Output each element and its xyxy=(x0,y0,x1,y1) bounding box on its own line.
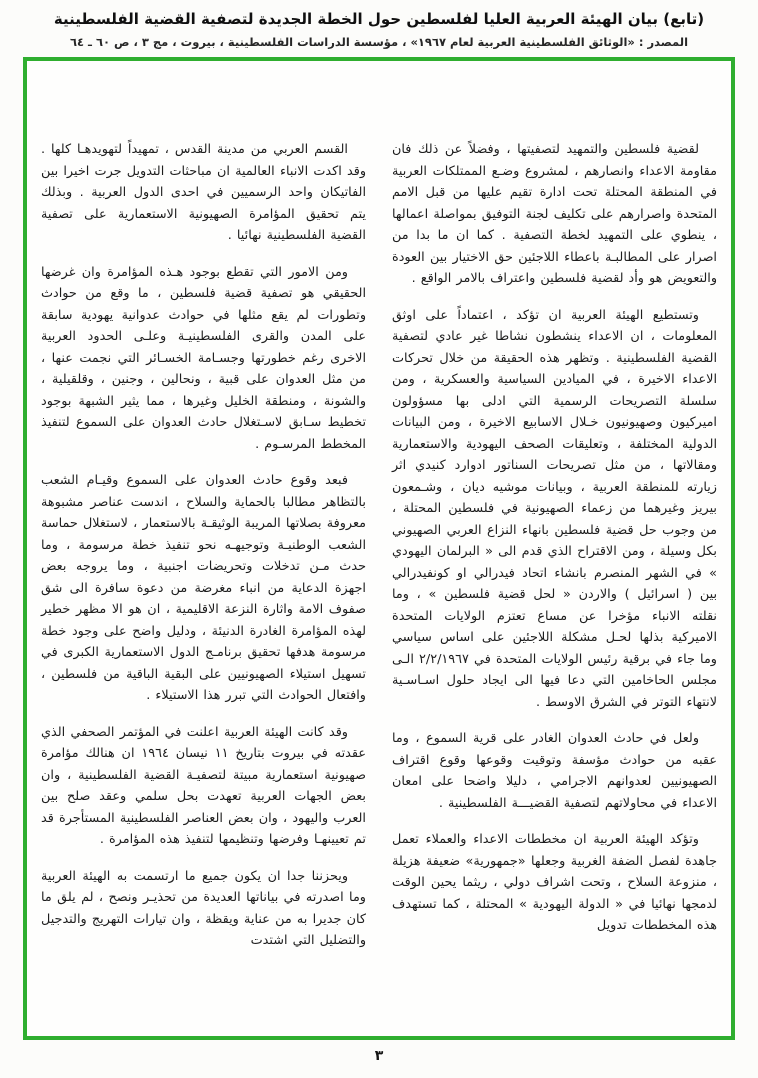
left-column xyxy=(41,139,366,967)
source-line: المصدر : «الوثائق الفلسطينية العربية لعام ١٩٦٧» ، مؤسسة الدراسات الفلسطينية ، بيروت ، مج ٣ ، ص ٦٠ ـ ٦٤ xyxy=(69,35,689,49)
paragraph: وتؤكد الهيئة العربية ان مخططات الاعداء والعملاء تعمل جاهدة لفصل الضفة الغربية وجعلها «جمهورية» ضعيفة هزيلة ، منزوعة السلاح ، وتحت اشراف دولي ، ريثما يحين الوقت لدمجها نهائيا في « الدولة اليهودية » المحتلة ، كما تستهدف هذه المخططات تدويل xyxy=(392,832,717,933)
page-title: (تابع) بيان الهيئة العربية العليا لفلسطين حول الخطة الجديدة لتصفية القضية الفلسطينية xyxy=(53,10,705,28)
two-column-layout xyxy=(27,61,731,985)
page-number: ٣ xyxy=(374,1048,384,1064)
paragraph: وتستطيع الهيئة العربية ان تؤكد ، اعتماداً على اوثق المعلومات ، ان الاعداء ينشطون نشاطا غير عادي لتصفية القضية الفلسطينية . وتظهر هذه الحقيقة من خلال تحركات الاعداء الاخيرة ، في الميادين السياسية والعسكرية ، ومن سلسلة التصريحات الرسمية التي ادلى بها مسؤولون اميركيون وصهيونيون خـلال الاسابيع الاخيرة ، ومن البيانات الدولية المختلفة ، وتعليقات الصحف اليهودية والاستعمارية ومقالاتها ، من مثل تصريحات السناتور ادوارد كنيدي اثر زيارته للمنطقة العربية ، وبيانات موشيه ديان ، وشـمعون بيريز وغيرهما من زعماء الصهيونية في فلسطين المحتلة ، من وجوب حل قضية فلسطين بانهاء النزاع العربي الصهيوني بكل وسيلة ، ومن الاقتراح الذي قدم الى « البرلمان اليهودي » في الشهر المنصرم بانشاء اتحاد فيدرالي او كونفيدرالي بين ( اسرائيل ) والاردن « لحل قضية فلسطين » ، وما نقلته الانباء مؤخرا عن مساع تعتزم الولايات المتحدة الاميركية بذلها لحـل مشكلة اللاجئين على اساس سياسي وما جاء في برقية رئيس الولايات المتحدة في ٢/٢/١٩٦٧ الـى مجلس الحاخامين التي دعا فيها الى ايجاد حلول اسـاسـية لانتهاء التوتر في الشرق الاوسط . xyxy=(392,307,717,710)
paragraph: ولعل في حادث العدوان الغادر على قرية السموع ، وما عقبه من حوادث مؤسفة وتوقيت وقوعها وقوع اقتراف الصهيونيين لعدوانهم الاجرامي ، دليلا واضحا على امعان الاعداء في محاولاتهم لتصفية القضيـــة الفلسطينية . xyxy=(392,731,717,811)
right-column xyxy=(392,139,717,967)
paragraph: لقضية فلسطين والتمهيد لتصفيتها ، وفضلاً عن ذلك فان مقاومة الاعداء وانصارهم ، لمشروع وضـع الممتلكات العربية في المنطقة المحتلة تحت ادارة تقيم عليها من قبل الامم المتحدة واصرارهم على تكليف لجنة التوفيق بمواصلة اعمالها ، ينطوي على التمهيد لخطة التصفية . كما ان ما بدا من اصرار على المطالبـة باعطاء اللاجئين حق الاختيار بين العودة والتعويض هو وأد لقضية فلسطين واعتراف بالامر الواقع . xyxy=(392,142,717,286)
paragraph: القسم العربي من مدينة القدس ، تمهيداً لتهويدهـا كلها . وقد اكدت الانباء العالمية ان مباحثات التدويل جرت اخيرا بين الفاتيكان واحد الرسميين في احدى الدول العربية . وبذلك يتم تحقيق المؤامرة الصهيونية الاستعمارية على تصفية القضية الفلسطينية نهائيا . xyxy=(41,142,366,243)
paragraph: فبعد وقوع حادث العدوان على السموع وقيـام الشعب بالتظاهر مطالبا بالحماية والسلاح ، اندست عناصر مشبوهة معروفة بصلاتها المريبة الوثيقـة بالاستعمار ، لاستغلال حماسة الشعب الوطنيـة وتوجيهـه نحو تنفيذ خطة مرسومة ، وما حدث مـن تدخلات وتحريضات اجنبية ، وما يروجه بعض اجهزة الدعاية من انباء مغرضة من دعوة سافرة الى شق صفوف الامة واثارة النزعة الاقليمية ، ان هو الا مظهر خطير لهذه المؤامرة الغادرة الدنيئة ، ودليل واضح على وجود خطة مرسومة هدفها تحقيق برنامـج الدول الاستعمارية الكبرى في تسهيل استيلاء الصهيونيين على البقية الباقية من فلسطين ، وافتعال الحوادث التي تبرر هذا الاستيلاء . xyxy=(41,473,366,703)
document-header xyxy=(0,10,758,49)
paragraph: ويحزننا جدا ان يكون جميع ما ارتسمت به الهيئة العربية وما اصدرته في بياناتها العديدة من تحذيـر ونصح ، لم يلق ما كان جديرا به من عناية ويقظة ، وان تيارات التهريج والتدجيل والتضليل التي اشتدت xyxy=(41,868,366,948)
paragraph: ومن الامور التي تقطع بوجود هـذه المؤامرة وان غرضها الحقيقي هو تصفية قضية فلسطين ، ما وقع من حوادث وتطورات لم يقع مثلها في حوادث عدوانية يهودية سابقة على المدن والقرى الفلسطينيـة وعلـى الحدود العربية الاخرى رغم خطورتها وجسـامة الخسـائر التي نجمت عنها ، من مثل العدوان على قبية ، ونحالين ، وجنين ، وقلقيلية ، والشونة ، ومنطقة الخليل وغيرها ، مما يثير الشبهة بوجود تخطيط سـابق لاسـتغلال حادث العدوان على السموع لتنفيذ المخطط المرسـوم . xyxy=(41,264,366,452)
paragraph: وقد كانت الهيئة العربية اعلنت في المؤتمر الصحفي الذي عقدته في بيروت بتاريخ ١١ نيسان ١٩٦٤ ان هنالك مؤامرة صهيونية استعمارية مبيتة لتصفيـة القضية الفلسطينية ، وان بعض الجهات العربية تعهدت بحل سلمي وعقد صلح بين العرب واليهود ، وان بعض العناصر الفلسطينية المستأجرة قد تم تعيينهـا وفرضها وتنظيمها لتنفيذ هذه المؤامرة . xyxy=(41,724,366,847)
green-content-frame xyxy=(23,57,735,1040)
